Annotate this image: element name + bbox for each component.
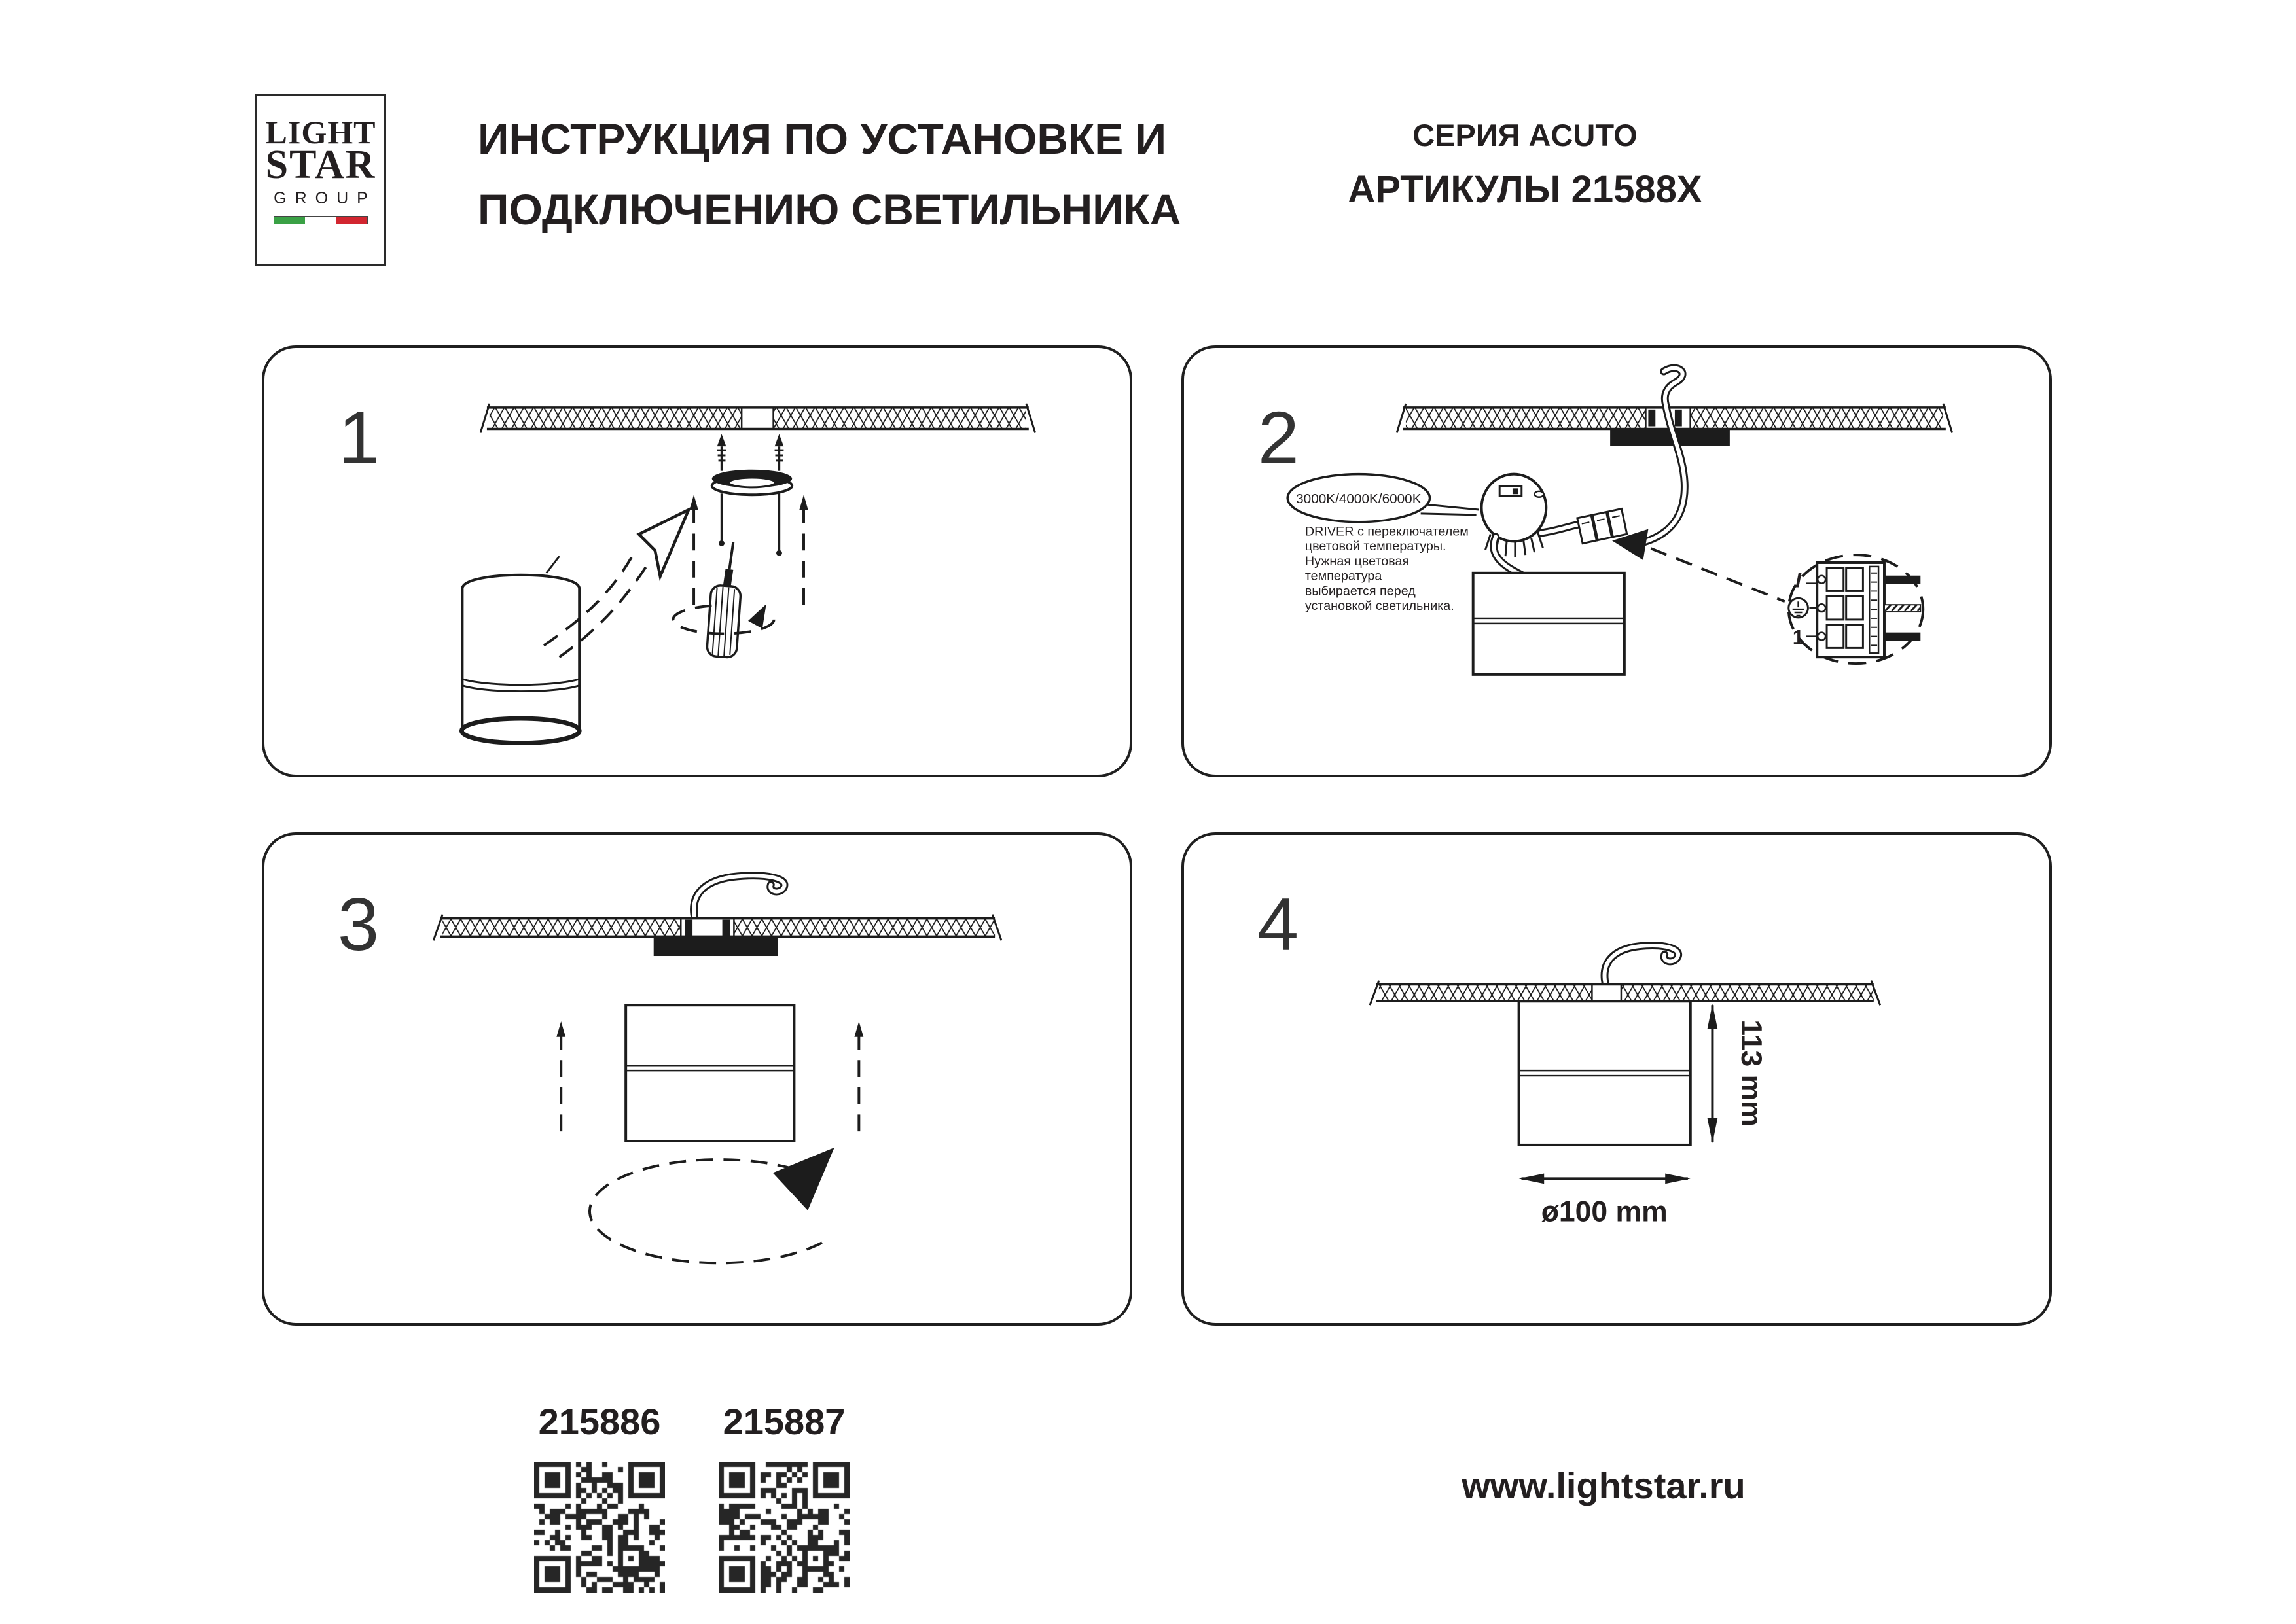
- step-1-illustration: [264, 348, 1130, 775]
- ceiling-illustration: [480, 404, 1035, 432]
- step-number: 2: [1257, 396, 1299, 480]
- series-block: [1342, 119, 1708, 209]
- article-label-2: 215887: [723, 1401, 846, 1442]
- step-panel-3: [262, 832, 1132, 1326]
- step-4-illustration: [1184, 835, 2049, 1323]
- article-label-1: 215886: [538, 1401, 661, 1442]
- curved-insert-arrow-icon: [544, 510, 689, 657]
- screwdriver-icon: [706, 541, 744, 658]
- height-dimension: [1708, 1004, 1767, 1143]
- mounting-ring-icon: [712, 470, 792, 495]
- earth-icon: [1789, 598, 1808, 618]
- website-text: www.lightstar.ru: [1462, 1465, 1746, 1506]
- mains-wire-icon: [1644, 368, 1684, 542]
- rotation-arrow-icon: [590, 1148, 834, 1263]
- logo-group: GROUP: [274, 189, 376, 207]
- page-title: [478, 103, 1263, 245]
- italy-flag-icon: [274, 216, 368, 224]
- color-temp-label: 3000K/4000K/6000K: [1296, 491, 1422, 507]
- svg-text:DRIVER с переключателем: DRIVER с переключателем: [1304, 524, 1469, 539]
- connector-icon: [1577, 509, 1627, 544]
- height-dim-label: 113 mm: [1734, 1019, 1767, 1127]
- driver-note: [1305, 524, 1469, 613]
- svg-text:температура: температура: [1304, 569, 1382, 584]
- series-name: СЕРИЯ ACUTO: [1412, 118, 1638, 152]
- ceiling-illustration: [433, 915, 1001, 956]
- step-number: 1: [338, 396, 380, 480]
- step-panel-4: [1181, 832, 2052, 1326]
- step-number: 4: [1257, 883, 1299, 967]
- mains-wire-icon: [694, 875, 785, 919]
- lamp-body-icon: [626, 1005, 794, 1141]
- qr-code-2: [719, 1462, 850, 1593]
- step-3-illustration: [264, 835, 1130, 1323]
- color-temp-bubble: [1287, 474, 1479, 522]
- detail-leader-line: [1651, 548, 1784, 601]
- step-panel-1: [262, 345, 1132, 777]
- logo-light: LIGHT: [265, 114, 376, 150]
- dashed-up-arrows: [689, 495, 808, 608]
- lightstar-logo: [255, 94, 386, 266]
- terminal-detail: [1789, 555, 1923, 663]
- title-line-2: ПОДКЛЮЧЕНИЮ СВЕТИЛЬНИКА: [478, 185, 1181, 234]
- lamp-cylinder-icon: [461, 556, 579, 743]
- logo-star: STAR: [265, 143, 376, 187]
- svg-text:выбирается перед: выбирается перед: [1304, 584, 1416, 599]
- svg-text:цветовой температуры.: цветовой температуры.: [1304, 539, 1446, 554]
- title-line-1: ИНСТРУКЦИЯ ПО УСТАНОВКЕ И: [478, 115, 1167, 163]
- step-panel-2: [1181, 345, 2052, 777]
- terminal-label-line: I: [1795, 568, 1801, 592]
- diameter-dimension: [1519, 1173, 1691, 1227]
- qr-code-1: [534, 1462, 665, 1593]
- step-number: 3: [337, 883, 380, 967]
- lamp-body-icon: [1473, 573, 1624, 675]
- terminal-label-one: 1: [1792, 625, 1804, 649]
- mains-wire-icon: [1605, 945, 1679, 984]
- diameter-dim-label: ø100 mm: [1541, 1195, 1668, 1228]
- step-2-illustration: [1184, 348, 2049, 775]
- svg-text:Нужная цветовая: Нужная цветовая: [1304, 554, 1410, 569]
- lamp-body-icon: [1519, 1001, 1691, 1145]
- articles-code: АРТИКУЛЫ 21588X: [1348, 168, 1702, 211]
- svg-text:установкой светильника.: установкой светильника.: [1304, 599, 1454, 614]
